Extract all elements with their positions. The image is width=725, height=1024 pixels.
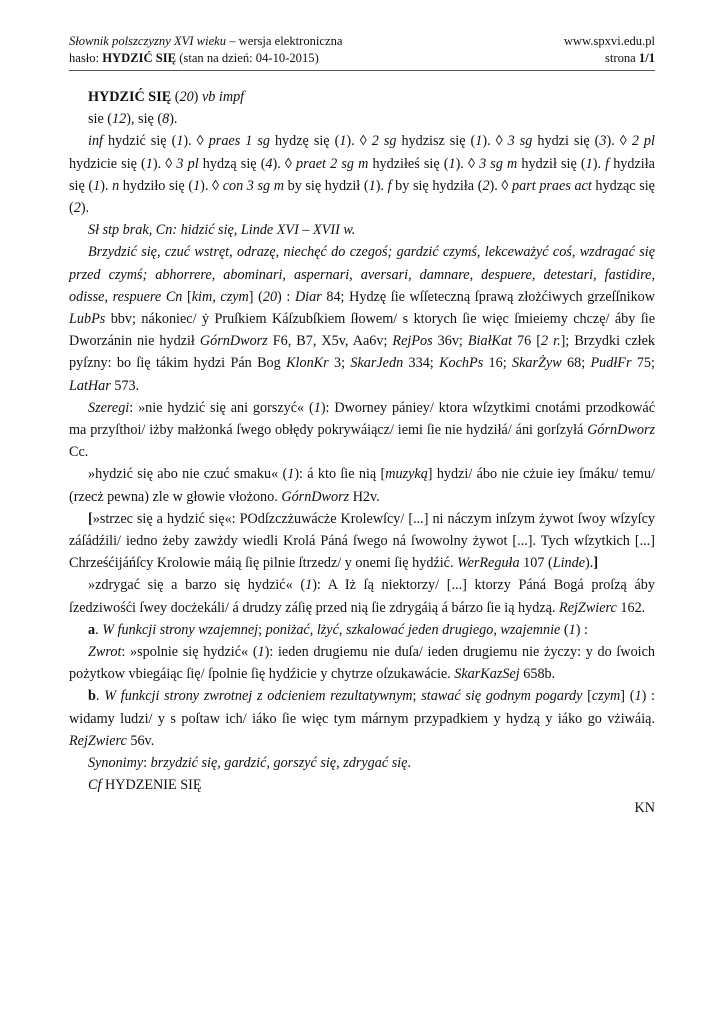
page-number <box>605 50 655 67</box>
text-run: 162. <box>616 599 646 616</box>
text-run: hydziło się ( <box>119 177 194 194</box>
text-run: 68; <box>561 355 591 372</box>
text-run: ] <box>593 555 599 572</box>
text-run: ; <box>412 688 422 705</box>
text-run: 1 <box>305 577 313 594</box>
text-run: SkarJedn <box>350 355 404 372</box>
text-run: WerReguła <box>457 555 520 572</box>
text-run: 107 ( <box>519 555 553 572</box>
text-run: BiałKat <box>467 333 513 350</box>
text-run: 334; <box>403 355 440 372</box>
text-run: 2 r. <box>541 333 561 350</box>
text-run: hydziłeś się ( <box>368 155 449 172</box>
text-run: LubPs <box>69 311 106 328</box>
text-run: ) : <box>277 288 295 305</box>
text-run: 76 [ <box>512 333 542 350</box>
text-run: 36v; <box>432 333 468 350</box>
synonyms-line <box>69 752 655 774</box>
text-run: GórnDworz <box>281 488 350 505</box>
forms-paragraph <box>69 130 655 219</box>
phrase-paragraph-4 <box>69 574 655 618</box>
text-run: ). <box>585 555 594 572</box>
text-run: b <box>88 688 96 705</box>
text-run: Cc. <box>69 444 89 461</box>
text-run: hydzicie się ( <box>69 155 146 172</box>
text-run: ), się ( <box>126 111 163 128</box>
text-run: RejPos <box>392 333 433 350</box>
text-run: stawać się godnym pogardy <box>421 688 583 705</box>
text-run: 1 <box>257 644 265 661</box>
text-run: 3 <box>599 133 607 150</box>
text-run: Linde <box>552 555 586 572</box>
text-run: ): Dworney pániey/ ktora wſzytkimi cnotámi przodkowáć ma przyſthoi/ iżby małżonká ſwego obłędy pokrywáiącz/ iemi ſie nie hydziłá/ áni gorſzyłá <box>69 399 655 439</box>
text-run: Synonimy <box>88 755 144 772</box>
author-initials: KN <box>634 799 655 816</box>
text-run: »hydzić się abo nie czuć smaku« ( <box>88 466 288 483</box>
text-run: 1 <box>568 621 576 638</box>
text-run: 75; <box>631 355 655 372</box>
text-run: 2 pl <box>631 133 655 150</box>
text-run: hydził się ( <box>517 155 586 172</box>
text-run: 3; <box>328 355 351 372</box>
text-run: : »spolnie się hydzić« ( <box>121 644 258 661</box>
headword-label: hasło: <box>69 51 103 65</box>
text-run: vb impf <box>201 89 245 105</box>
phrase-paragraph-1 <box>69 397 655 464</box>
text-run: »strzec się a hydzić się«: POdſzczżuwácże Krolewſcy/ [...] ni náczym inſzym żywot ſwoy wſzyſcy záſádźili/ iedno żeby zawżdy wiedli Krolá Páná ſwego ná ſwowolny żywot [...]. Tych wſzytkich [...] Chrześćijáńſcy Krolowie máią ſię pilnie ſtrzedz/ y onemi ſię hydźić. <box>69 510 655 572</box>
text-run: SkarKazSej <box>454 666 520 683</box>
text-run: 1 <box>176 133 184 150</box>
header-divider <box>69 70 655 71</box>
text-run: 658b. <box>519 666 556 683</box>
text-run: ) <box>193 89 202 105</box>
text-run: 56v. <box>126 732 155 749</box>
text-run: ). ◊ <box>183 133 209 150</box>
entry-status <box>69 50 319 67</box>
text-run: hydzą się ( <box>198 155 266 172</box>
text-run: GórnDworz <box>587 422 655 439</box>
header-row-2 <box>69 50 655 67</box>
page-count: 1/1 <box>638 51 655 65</box>
text-run: [ <box>582 688 592 705</box>
text-run: con 3 sg m <box>222 177 284 194</box>
text-run: praes 1 sg <box>208 133 270 150</box>
text-run: HYDZENIE SIĘ <box>101 777 202 794</box>
text-run: 1 <box>475 133 483 150</box>
text-run: sie ( <box>88 111 113 128</box>
text-run: 3 sg m <box>479 155 518 172</box>
text-run: bbv; nákoniec/ ẏ Pruſkiem Káſzubſkiem ſłowem/ s ktorych ſie więc ſmieiemy chczę/ áby ſie Dworzánin nie hydził <box>69 311 655 350</box>
text-run: RejZwierc <box>69 732 127 749</box>
text-run: W funkcji strony wzajemnej <box>102 621 259 638</box>
text-run: [ <box>182 288 192 305</box>
text-run: 1 <box>585 155 593 172</box>
text-run: n <box>112 177 120 194</box>
sense-a-heading <box>69 619 655 641</box>
text-run: 1 <box>339 133 347 150</box>
text-run: Brzydzić się, czuć wstręt, odrazę, niechęć do czegoś; gardzić czymś, lekceważyć coś, wzdragać się przed czymś; abhorrere, abominari, aspernari, aversari, damnare, despuere, detestari, fastidire, odisse, respuere Cn <box>69 244 655 305</box>
text-run: ). ◊ <box>272 155 297 172</box>
text-run: ). ◊ <box>152 155 177 172</box>
phrase-paragraph-3 <box>69 508 655 575</box>
header-row-1 <box>69 33 655 50</box>
text-run: by się hydziła ( <box>391 177 483 194</box>
text-run: PudłFr <box>590 355 632 372</box>
text-run: ). <box>375 177 388 194</box>
text-run: ). ◊ <box>482 133 508 150</box>
text-run: ; <box>258 621 266 638</box>
text-run: by się hydził ( <box>283 177 369 194</box>
text-run: Szeregi <box>88 399 130 416</box>
text-run: [ <box>88 510 93 527</box>
text-run: czym <box>591 688 621 705</box>
page-header <box>69 33 655 67</box>
cross-reference-line <box>69 774 655 796</box>
text-run: ) : <box>575 621 588 638</box>
text-run: hydząc się ( <box>69 177 655 217</box>
text-run: 1 <box>287 466 295 483</box>
text-run: ] ( <box>248 288 263 305</box>
text-run: : »nie hydzić się ani gorszyć« ( <box>129 399 314 416</box>
text-run: RejZwierc <box>559 599 617 616</box>
dictionary-name: Słownik polszczyzny XVI wieku <box>69 34 227 48</box>
text-run: . <box>95 621 103 638</box>
text-run: 1 <box>313 399 321 416</box>
text-run: ). <box>100 177 113 194</box>
entry-body <box>69 86 655 819</box>
text-run: HYDZIĆ SIĘ <box>88 89 172 105</box>
text-run: ] hydzi/ ábo nie cżuie iey ſmáku/ temu/ (rzecż pewna) zle w głowie vłożono. <box>69 466 655 505</box>
text-run: part praes act <box>512 177 592 194</box>
text-run: GórnDworz <box>199 333 268 350</box>
text-run: 573. <box>110 377 140 394</box>
text-run: ] ( <box>620 688 635 705</box>
text-run: 1 <box>448 155 456 172</box>
text-run: . <box>407 755 412 772</box>
text-run: 3 sg <box>507 133 533 150</box>
text-run: f <box>387 177 392 194</box>
definition-paragraph <box>69 241 655 396</box>
variants-line <box>69 108 655 130</box>
sense-a-phrase <box>69 641 655 685</box>
text-run: muzyką <box>385 466 428 483</box>
text-run: hydzi się ( <box>532 133 600 150</box>
phrase-paragraph-2 <box>69 463 655 507</box>
text-run: 84; Hydzę ſie wſſeteczną ſprawą złożćiwych grzeſſnikow <box>321 288 656 305</box>
edition-note: – wersja elektroniczna <box>226 34 343 48</box>
text-run: f <box>605 155 610 172</box>
text-run: praet 2 sg m <box>296 155 369 172</box>
text-run: 12 <box>112 111 127 128</box>
sources-line <box>69 219 655 241</box>
text-run: ). ◊ <box>606 133 632 150</box>
text-run: ( <box>560 621 569 638</box>
text-run: 1 <box>93 177 101 194</box>
text-run: SkarŻyw <box>512 355 562 372</box>
text-run: Diar <box>294 288 322 305</box>
text-run: KlonKr <box>286 355 329 372</box>
text-run: inf <box>88 133 103 150</box>
text-run: 4 <box>265 155 273 172</box>
text-run: ) : widamy ludzi/ y s poſtaw ich/ iáko ſie więc tym márnym przypadkiem y hydzą y iáko go vżiwáią. <box>69 688 655 727</box>
text-run: 2 <box>482 177 490 194</box>
text-run: 1 <box>145 155 153 172</box>
text-run: poniżać, lżyć, szkalować jeden drugiego, wzajemnie <box>265 621 561 638</box>
text-run: W funkcji strony zwrotnej z odcieniem rezultatywnym <box>104 688 413 705</box>
text-run: ). ◊ <box>346 133 372 150</box>
text-run: hydzę się ( <box>269 133 340 150</box>
text-run: ]; Brzydki człek pyſzny: bo ſię tákim hydzi Pán Bog <box>69 333 655 372</box>
text-run: H2v. <box>349 488 380 505</box>
text-run: 20 <box>262 288 278 305</box>
text-run: brzydzić się, gardzić, gorszyć się, zdrygać się <box>150 755 408 772</box>
text-run: 20 <box>179 89 194 105</box>
header-headword: HYDZIĆ SIĘ <box>102 51 177 65</box>
text-run: Sł stp brak, Cn: hidzić się, Linde XVI – XVII w. <box>88 222 356 239</box>
text-run: 16; <box>483 355 513 372</box>
text-run: ). <box>80 200 90 217</box>
text-run: F6, B7, X5v, Aa6v; <box>267 333 393 350</box>
text-run: hydzisz się ( <box>396 133 476 150</box>
text-run: . <box>95 688 105 705</box>
page-label: strona <box>604 51 639 65</box>
text-run: a <box>88 621 96 638</box>
text-run: hydzić się ( <box>102 133 177 150</box>
text-run: : <box>143 755 151 772</box>
text-run: kim, czym <box>191 288 249 305</box>
text-run: ). ◊ <box>200 177 223 194</box>
status-date: (stan na dzień: 04-10-2015) <box>176 51 319 65</box>
text-run: ): á kto ſie nią [ <box>294 466 386 483</box>
text-run: Zwrot <box>88 644 122 661</box>
text-run: 2 sg <box>371 133 397 150</box>
text-run: 8 <box>162 111 170 128</box>
text-run: hydziła się ( <box>69 155 655 194</box>
text-run: ): A Iż ſą niektorzy/ [...] ktorzy Páná Bogá proſzą áby ſzedziwośći ſwey docżekáli/ á drudzy záſię przed nią ſie zdrygáią á bárzo ſie ią hydzą. <box>69 577 655 616</box>
website-url: www.spxvi.edu.pl <box>563 34 655 48</box>
text-run: ). ◊ <box>455 155 480 172</box>
headword-line <box>69 86 655 108</box>
text-run: ). <box>592 155 606 172</box>
dictionary-title <box>69 33 342 50</box>
text-run: 3 pl <box>176 155 199 172</box>
text-run: ): ieden drugiemu nie duſa/ ieden drugiemu nie życzy: y do ſwoich pożytkow vbiegáiąc ſię/ ſpolnie ſię hydźicie y chytrze oſzukawácie. <box>69 644 655 683</box>
text-run: LatHar <box>69 377 111 394</box>
text-run: Cf <box>88 777 102 794</box>
text-run: ). ◊ <box>489 177 513 194</box>
text-run: ). <box>169 111 178 128</box>
text-run: 2 <box>73 200 81 217</box>
text-run: 1 <box>368 177 376 194</box>
text-run: ( <box>171 89 180 105</box>
text-run: KochPs <box>439 355 484 372</box>
text-run: 1 <box>193 177 201 194</box>
sense-b-paragraph <box>69 685 655 752</box>
text-run: »zdrygać się a barzo się hydzić« ( <box>88 577 306 594</box>
text-run: 1 <box>634 688 642 705</box>
